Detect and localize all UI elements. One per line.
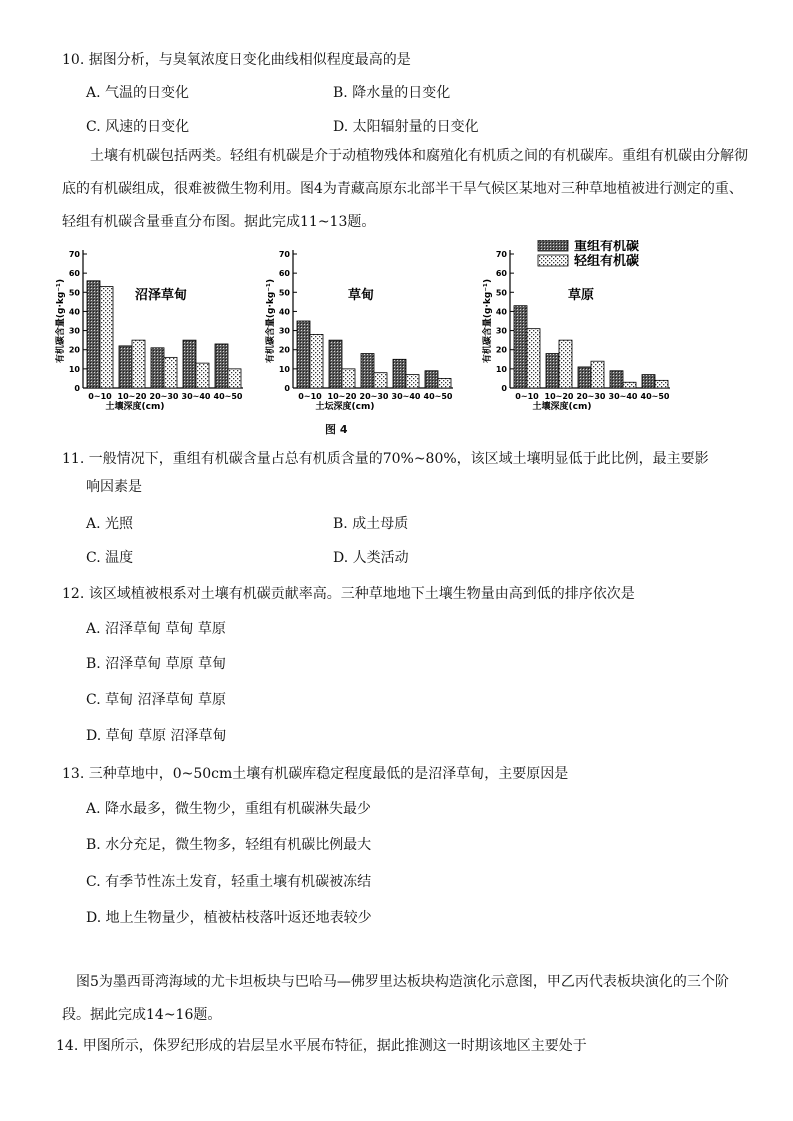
x-axis-label: 土坛深度(cm) bbox=[315, 402, 375, 412]
bar-heavy bbox=[215, 344, 228, 388]
x-tick-label: 20~30 bbox=[359, 392, 389, 401]
q13-option-a[interactable]: A. 降水最多，微生物少，重组有机碳淋失最少 bbox=[86, 801, 372, 817]
y-tick-label: 60 bbox=[278, 269, 290, 279]
intro-paragraph-11-13: 土壤有机碳包括两类。轻组有机碳是介于动植物残体和腐殖化有机质之间的有机碳库。重组有机碳由分解彻底的有机碳组成，很难被微生物利用。图4为青藏高原东北部半干旱气候区某地对三种草地植被进行测定的重、轻组有机碳含量垂直分布图。据此完成11~13题。 bbox=[62, 148, 748, 230]
x-tick-label: 10~20 bbox=[117, 392, 147, 401]
bar-heavy bbox=[546, 354, 559, 388]
legend-heavy-label: 重组有机碳 bbox=[574, 240, 640, 254]
bar-heavy bbox=[183, 340, 196, 388]
bar-heavy bbox=[329, 340, 342, 388]
x-tick-label: 10~20 bbox=[544, 392, 574, 401]
q12-option-b[interactable]: B. 沼泽草甸 草原 草甸 bbox=[86, 656, 227, 672]
q10-option-b[interactable]: B. 降水量的日变化 bbox=[333, 85, 451, 101]
bar-light bbox=[164, 357, 177, 388]
y-tick-label: 50 bbox=[278, 288, 290, 298]
y-tick-label: 40 bbox=[68, 307, 80, 317]
q13-option-d[interactable]: D. 地上生物量少，植被枯枝落叶返还地表较少 bbox=[86, 910, 372, 926]
figure-4-charts bbox=[55, 240, 695, 440]
q10-option-c[interactable]: C. 风速的日变化 bbox=[86, 119, 190, 135]
bar-light bbox=[374, 373, 387, 388]
q12-option-d[interactable]: D. 草甸 草原 沼泽草甸 bbox=[86, 728, 227, 744]
y-tick-label: 0 bbox=[284, 384, 290, 393]
x-tick-label: 0~10 bbox=[298, 392, 322, 401]
bar-heavy bbox=[393, 359, 406, 388]
y-tick-label: 30 bbox=[68, 326, 80, 336]
bar-light bbox=[196, 363, 209, 388]
y-tick-label: 20 bbox=[68, 345, 80, 355]
y-tick-label: 70 bbox=[495, 250, 507, 259]
y-tick-label: 30 bbox=[278, 326, 290, 336]
x-tick-label: 10~20 bbox=[327, 392, 357, 401]
bar-heavy bbox=[361, 354, 374, 388]
q11-option-b[interactable]: B. 成土母质 bbox=[333, 516, 409, 532]
y-tick-label: 30 bbox=[495, 326, 507, 336]
bar-light bbox=[310, 334, 323, 388]
y-tick-label: 60 bbox=[495, 269, 507, 279]
y-tick-label: 50 bbox=[68, 288, 80, 298]
y-tick-label: 10 bbox=[68, 364, 80, 374]
q11-option-c[interactable]: C. 温度 bbox=[86, 550, 134, 566]
q11-option-d[interactable]: D. 人类活动 bbox=[333, 550, 409, 566]
y-tick-label: 40 bbox=[495, 307, 507, 317]
chart-panel-3 bbox=[481, 250, 670, 412]
x-axis-label: 土壤深度(cm) bbox=[105, 402, 165, 412]
x-tick-label: 40~50 bbox=[423, 392, 453, 401]
bar-heavy bbox=[119, 346, 132, 388]
x-tick-label: 30~40 bbox=[391, 392, 421, 401]
y-tick-label: 70 bbox=[68, 250, 80, 259]
x-tick-label: 30~40 bbox=[181, 392, 211, 401]
bar-light bbox=[623, 382, 636, 388]
x-tick-label: 0~10 bbox=[88, 392, 112, 401]
x-tick-label: 40~50 bbox=[640, 392, 670, 401]
bar-light bbox=[132, 340, 145, 388]
legend-light-swatch bbox=[538, 255, 568, 266]
chart-title: 沼泽草甸 bbox=[135, 288, 188, 303]
y-tick-label: 10 bbox=[495, 364, 507, 374]
y-tick-label: 20 bbox=[495, 345, 507, 355]
y-axis-label: 有机碳含量(g·kg⁻¹) bbox=[483, 278, 493, 364]
bar-heavy bbox=[514, 306, 527, 388]
bar-heavy bbox=[578, 367, 591, 388]
y-tick-label: 0 bbox=[74, 384, 80, 393]
q11-stem-line1: 11. 一般情况下，重组有机碳含量占总有机质含量的70%~80%，该区域土壤明显低于此比例，最主要影 bbox=[62, 451, 709, 467]
chart-title: 草原 bbox=[568, 288, 595, 303]
bar-heavy bbox=[297, 321, 310, 388]
x-tick-label: 20~30 bbox=[149, 392, 179, 401]
y-tick-label: 60 bbox=[68, 269, 80, 279]
y-tick-label: 20 bbox=[278, 345, 290, 355]
q10-option-a[interactable]: A. 气温的日变化 bbox=[86, 85, 190, 101]
legend-heavy-swatch bbox=[538, 240, 568, 251]
y-axis-label: 有机碳含量(g·kg⁻¹) bbox=[266, 278, 276, 364]
q11-stem-line2: 响因素是 bbox=[86, 479, 142, 495]
chart-title: 草甸 bbox=[348, 288, 375, 303]
q14-stem: 14. 甲图所示，侏罗纪形成的岩层呈水平展布特征，据此推测这一时期该地区主要处于 bbox=[56, 1038, 587, 1054]
bar-light bbox=[228, 369, 241, 388]
figure-4 bbox=[55, 240, 695, 440]
y-tick-label: 70 bbox=[278, 250, 290, 259]
bar-heavy bbox=[151, 348, 164, 388]
bar-heavy bbox=[87, 281, 100, 388]
q13-stem: 13. 三种草地中，0~50cm土壤有机碳库稳定程度最低的是沼泽草甸，主要原因是 bbox=[62, 766, 569, 782]
q12-option-a[interactable]: A. 沼泽草甸 草甸 草原 bbox=[86, 621, 226, 637]
q10-stem: 10. 据图分析，与臭氧浓度日变化曲线相似程度最高的是 bbox=[62, 52, 411, 68]
figure-legend bbox=[538, 240, 639, 269]
bar-heavy bbox=[610, 371, 623, 388]
figure-caption: 图 4 bbox=[325, 423, 348, 436]
x-axis-label: 土壤深度(cm) bbox=[532, 402, 592, 412]
q11-option-a[interactable]: A. 光照 bbox=[86, 516, 134, 532]
bar-light bbox=[438, 378, 451, 388]
chart-panel-1 bbox=[55, 250, 243, 412]
y-tick-label: 10 bbox=[278, 364, 290, 374]
q13-option-c[interactable]: C. 有季节性冻土发育，轻重土壤有机碳被冻结 bbox=[86, 874, 372, 890]
x-tick-label: 40~50 bbox=[213, 392, 243, 401]
x-tick-label: 0~10 bbox=[515, 392, 539, 401]
intro-paragraph-14-16: 图5为墨西哥湾海域的尤卡坦板块与巴哈马—佛罗里达板块构造演化示意图，甲乙丙代表板块演化的三个阶段。据此完成14~16题。 bbox=[62, 974, 729, 1023]
q12-stem: 12. 该区域植被根系对土壤有机碳贡献率高。三种草地地下土壤生物量由高到低的排序依次是 bbox=[62, 586, 635, 602]
y-tick-label: 0 bbox=[501, 384, 507, 393]
bar-light bbox=[655, 380, 668, 388]
bar-light bbox=[591, 361, 604, 388]
y-tick-label: 50 bbox=[495, 288, 507, 298]
q12-option-c[interactable]: C. 草甸 沼泽草甸 草原 bbox=[86, 692, 227, 708]
y-tick-label: 40 bbox=[278, 307, 290, 317]
x-tick-label: 20~30 bbox=[576, 392, 606, 401]
bar-light bbox=[559, 340, 572, 388]
q10-option-d[interactable]: D. 太阳辐射量的日变化 bbox=[333, 119, 479, 135]
bar-heavy bbox=[642, 375, 655, 388]
x-tick-label: 30~40 bbox=[608, 392, 638, 401]
chart-panel-2 bbox=[264, 250, 453, 412]
bar-light bbox=[406, 375, 419, 388]
bar-light bbox=[527, 329, 540, 388]
bar-light bbox=[342, 369, 355, 388]
bar-light bbox=[100, 287, 113, 388]
legend-light-label: 轻组有机碳 bbox=[574, 254, 640, 269]
y-axis-label: 有机碳含量(g·kg⁻¹) bbox=[56, 278, 66, 364]
q13-option-b[interactable]: B. 水分充足，微生物多，轻组有机碳比例最大 bbox=[86, 837, 372, 853]
bar-heavy bbox=[425, 371, 438, 388]
